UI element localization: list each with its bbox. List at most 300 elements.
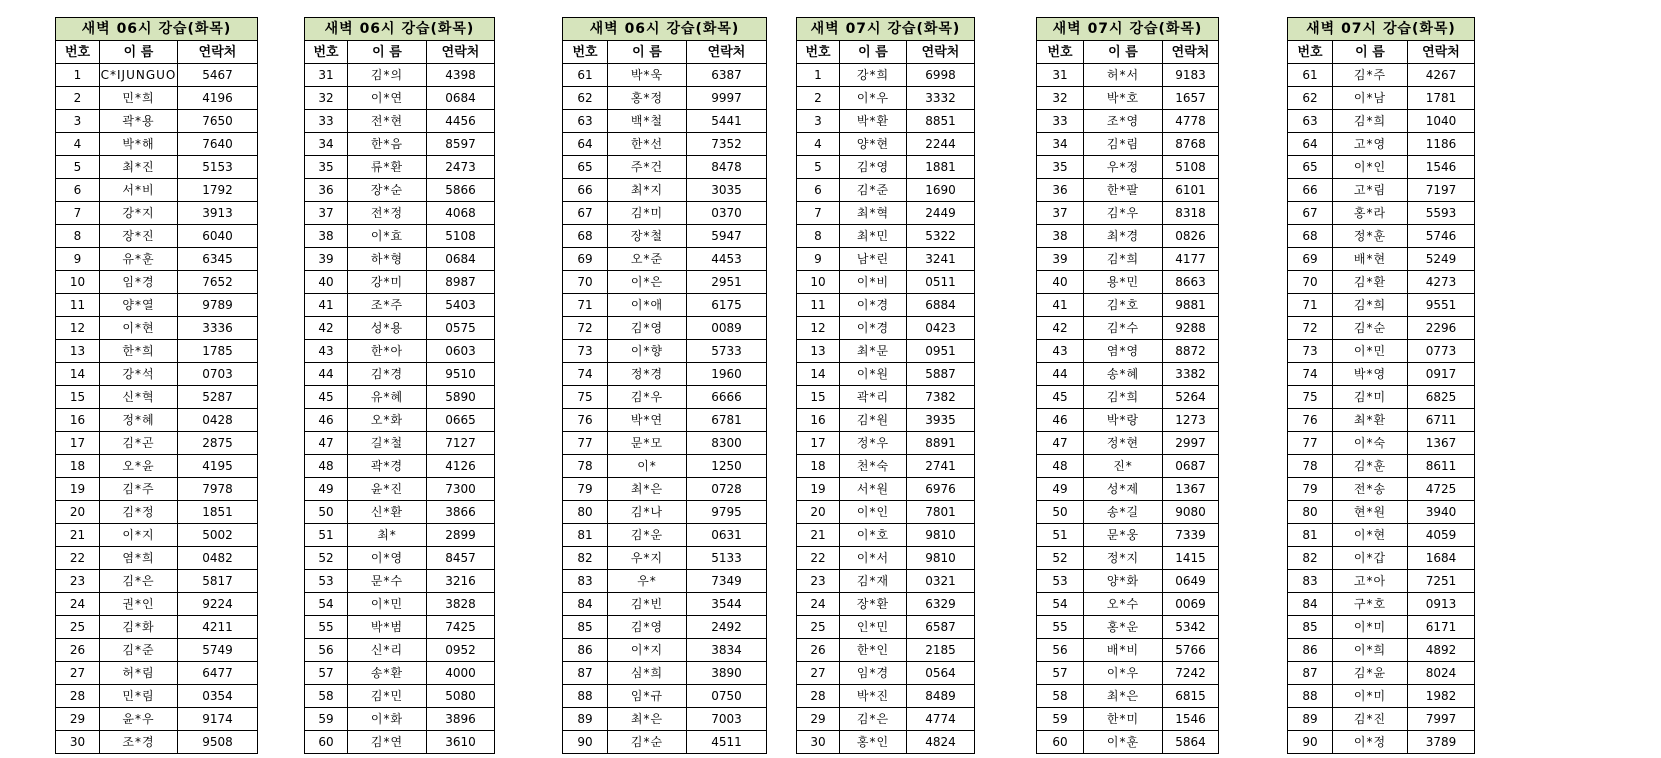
contact-digits: 0826 (1163, 225, 1219, 248)
member-name: 임*경 (100, 271, 178, 294)
member-name: 박*랑 (1084, 409, 1163, 432)
contact-digits: 9183 (1163, 64, 1219, 87)
row-number: 83 (563, 570, 608, 593)
member-name: 김*민 (348, 685, 427, 708)
table-row (563, 639, 767, 662)
table-row (1288, 570, 1475, 593)
member-name: 강*희 (840, 64, 907, 87)
row-number: 30 (797, 731, 840, 754)
table-row (797, 294, 975, 317)
table-row (797, 455, 975, 478)
row-number: 89 (1288, 708, 1333, 731)
contact-digits: 9080 (1163, 501, 1219, 524)
member-name: 이*민 (348, 593, 427, 616)
table-row (1288, 708, 1475, 731)
table-title: 새벽 06시 강습(화목) (305, 18, 495, 41)
table-row (1288, 294, 1475, 317)
contact-digits: 4196 (178, 87, 258, 110)
contact-digits: 9810 (907, 524, 975, 547)
table-row (1037, 294, 1219, 317)
member-name: 김*준 (840, 179, 907, 202)
member-name: 최*지 (608, 179, 687, 202)
table-row (305, 248, 495, 271)
table-row (563, 708, 767, 731)
member-name: 이*남 (1333, 87, 1408, 110)
contact-digits: 1657 (1163, 87, 1219, 110)
row-number: 42 (1037, 317, 1084, 340)
table-row (1288, 409, 1475, 432)
column-header-name: 이 름 (100, 41, 178, 64)
contact-digits: 6040 (178, 225, 258, 248)
row-number: 64 (563, 133, 608, 156)
roster-table-2 (304, 17, 495, 754)
contact-digits: 5153 (178, 156, 258, 179)
member-name: 성*제 (1084, 478, 1163, 501)
table-row (1037, 340, 1219, 363)
contact-digits: 4824 (907, 731, 975, 754)
contact-digits: 8300 (687, 432, 767, 455)
row-number: 9 (797, 248, 840, 271)
contact-digits: 5593 (1408, 202, 1475, 225)
row-number: 87 (1288, 662, 1333, 685)
member-name: 최*은 (608, 708, 687, 731)
member-name: 고*영 (1333, 133, 1408, 156)
contact-digits: 1040 (1408, 110, 1475, 133)
member-name: 신*리 (348, 639, 427, 662)
member-name: 박*해 (100, 133, 178, 156)
row-number: 62 (563, 87, 608, 110)
row-number: 20 (797, 501, 840, 524)
row-number: 59 (1037, 708, 1084, 731)
table-row (563, 593, 767, 616)
member-name: 박*호 (1084, 87, 1163, 110)
contact-digits: 4068 (427, 202, 495, 225)
roster-table (1287, 17, 1475, 754)
contact-digits: 0684 (427, 248, 495, 271)
contact-digits: 7349 (687, 570, 767, 593)
row-number: 15 (797, 386, 840, 409)
table-row (1288, 455, 1475, 478)
column-header-number: 번호 (1288, 41, 1333, 64)
row-number: 74 (1288, 363, 1333, 386)
row-number: 51 (305, 524, 348, 547)
table-row (1037, 271, 1219, 294)
contact-digits: 7339 (1163, 524, 1219, 547)
member-name: 이*인 (1333, 156, 1408, 179)
table-row (1037, 87, 1219, 110)
contact-digits: 1881 (907, 156, 975, 179)
column-header-name: 이 름 (348, 41, 427, 64)
member-name: 김*호 (1084, 294, 1163, 317)
member-name: 한*아 (348, 340, 427, 363)
row-number: 59 (305, 708, 348, 731)
table-row (56, 593, 258, 616)
table-row (1288, 386, 1475, 409)
member-name: 김*희 (1084, 248, 1163, 271)
row-number: 25 (797, 616, 840, 639)
member-name: 류*환 (348, 156, 427, 179)
table-row (797, 110, 975, 133)
contact-digits: 7242 (1163, 662, 1219, 685)
member-name: C*IJUNGUO (100, 64, 178, 87)
member-name: 이*원 (840, 363, 907, 386)
contact-digits: 2492 (687, 616, 767, 639)
contact-digits: 2473 (427, 156, 495, 179)
table-row (563, 110, 767, 133)
contact-digits: 0703 (178, 363, 258, 386)
contact-digits: 1982 (1408, 685, 1475, 708)
member-name: 김*주 (100, 478, 178, 501)
table-title: 새벽 07시 강습(화목) (1288, 18, 1475, 41)
row-number: 8 (797, 225, 840, 248)
table-row (563, 478, 767, 501)
row-number: 14 (797, 363, 840, 386)
roster-table-3 (562, 17, 767, 754)
table-row (1288, 662, 1475, 685)
contact-digits: 0665 (427, 409, 495, 432)
table-row (1037, 64, 1219, 87)
table-title: 새벽 07시 강습(화목) (797, 18, 975, 41)
contact-digits: 1415 (1163, 547, 1219, 570)
table-row (1037, 501, 1219, 524)
member-name: 허*서 (1084, 64, 1163, 87)
row-number: 80 (1288, 501, 1333, 524)
row-number: 49 (1037, 478, 1084, 501)
contact-digits: 6815 (1163, 685, 1219, 708)
member-name: 고*림 (1333, 179, 1408, 202)
contact-digits: 5890 (427, 386, 495, 409)
row-number: 2 (56, 87, 100, 110)
row-number: 32 (305, 87, 348, 110)
member-name: 김*은 (100, 570, 178, 593)
table-row (563, 317, 767, 340)
member-name: 김*곤 (100, 432, 178, 455)
member-name: 정*혜 (100, 409, 178, 432)
contact-digits: 0917 (1408, 363, 1475, 386)
member-name: 이*지 (608, 639, 687, 662)
row-number: 90 (563, 731, 608, 754)
member-name: 정*현 (1084, 432, 1163, 455)
contact-digits: 1250 (687, 455, 767, 478)
contact-digits: 9508 (178, 731, 258, 754)
column-header-name: 이 름 (1333, 41, 1408, 64)
contact-digits: 2875 (178, 432, 258, 455)
contact-digits: 4398 (427, 64, 495, 87)
contact-digits: 7652 (178, 271, 258, 294)
contact-digits: 5287 (178, 386, 258, 409)
member-name: 김*영 (840, 156, 907, 179)
row-number: 52 (1037, 547, 1084, 570)
row-number: 17 (56, 432, 100, 455)
contact-digits: 8489 (907, 685, 975, 708)
table-title: 새벽 06시 강습(화목) (563, 18, 767, 41)
row-number: 17 (797, 432, 840, 455)
table-row (563, 616, 767, 639)
member-name: 민*림 (100, 685, 178, 708)
row-number: 27 (797, 662, 840, 685)
member-name: 전*송 (1333, 478, 1408, 501)
table-row (797, 478, 975, 501)
row-number: 31 (1037, 64, 1084, 87)
contact-digits: 5249 (1408, 248, 1475, 271)
table-row (305, 202, 495, 225)
member-name: 장*환 (840, 593, 907, 616)
table-row (56, 363, 258, 386)
table-row (56, 685, 258, 708)
contact-digits: 9551 (1408, 294, 1475, 317)
table-row (305, 547, 495, 570)
member-name: 이*미 (1333, 685, 1408, 708)
row-number: 12 (797, 317, 840, 340)
row-number: 40 (1037, 271, 1084, 294)
row-number: 13 (797, 340, 840, 363)
table-row (563, 455, 767, 478)
contact-digits: 5947 (687, 225, 767, 248)
row-number: 80 (563, 501, 608, 524)
member-name: 김*윤 (1333, 662, 1408, 685)
member-name: 최*은 (608, 478, 687, 501)
row-number: 36 (1037, 179, 1084, 202)
row-number: 73 (563, 340, 608, 363)
member-name: 송*혜 (1084, 363, 1163, 386)
row-number: 72 (563, 317, 608, 340)
row-number: 13 (56, 340, 100, 363)
table-row (1037, 432, 1219, 455)
table-row (305, 639, 495, 662)
member-name: 조*영 (1084, 110, 1163, 133)
row-number: 55 (1037, 616, 1084, 639)
contact-digits: 1546 (1163, 708, 1219, 731)
row-number: 58 (305, 685, 348, 708)
member-name: 김*진 (1333, 708, 1408, 731)
member-name: 한*팔 (1084, 179, 1163, 202)
table-row (305, 616, 495, 639)
member-name: 박*욱 (608, 64, 687, 87)
column-header-name: 이 름 (1084, 41, 1163, 64)
table-row (563, 547, 767, 570)
row-number: 41 (1037, 294, 1084, 317)
table-row (56, 64, 258, 87)
table-row (56, 133, 258, 156)
row-number: 15 (56, 386, 100, 409)
row-number: 43 (305, 340, 348, 363)
member-name: 고*아 (1333, 570, 1408, 593)
table-row (56, 294, 258, 317)
row-number: 82 (563, 547, 608, 570)
row-number: 52 (305, 547, 348, 570)
table-title: 새벽 07시 강습(화목) (1037, 18, 1219, 41)
contact-digits: 5133 (687, 547, 767, 570)
contact-digits: 3610 (427, 731, 495, 754)
row-number: 48 (305, 455, 348, 478)
row-number: 23 (797, 570, 840, 593)
member-name: 이*현 (1333, 524, 1408, 547)
table-row (797, 363, 975, 386)
table-row (1288, 340, 1475, 363)
row-number: 90 (1288, 731, 1333, 754)
member-name: 정*훈 (1333, 225, 1408, 248)
contact-digits: 3332 (907, 87, 975, 110)
table-row (56, 317, 258, 340)
row-number: 18 (797, 455, 840, 478)
member-name: 이*화 (348, 708, 427, 731)
row-number: 48 (1037, 455, 1084, 478)
contact-digits: 4273 (1408, 271, 1475, 294)
row-number: 6 (797, 179, 840, 202)
row-number: 10 (797, 271, 840, 294)
row-number: 5 (56, 156, 100, 179)
table-row (797, 731, 975, 754)
row-number: 16 (56, 409, 100, 432)
table-row (1288, 501, 1475, 524)
row-number: 35 (305, 156, 348, 179)
member-name: 이*훈 (1084, 731, 1163, 754)
row-number: 51 (1037, 524, 1084, 547)
member-name: 이*은 (608, 271, 687, 294)
table-row (305, 478, 495, 501)
member-name: 전*정 (348, 202, 427, 225)
contact-digits: 9174 (178, 708, 258, 731)
contact-digits: 5749 (178, 639, 258, 662)
contact-digits: 0564 (907, 662, 975, 685)
row-number: 25 (56, 616, 100, 639)
member-name: 강*미 (348, 271, 427, 294)
table-row (797, 547, 975, 570)
contact-digits: 1367 (1163, 478, 1219, 501)
contact-digits: 4177 (1163, 248, 1219, 271)
table-row (797, 432, 975, 455)
contact-digits: 1546 (1408, 156, 1475, 179)
row-number: 78 (1288, 455, 1333, 478)
member-name: 문*수 (348, 570, 427, 593)
member-name: 이*우 (840, 87, 907, 110)
contact-digits: 7650 (178, 110, 258, 133)
member-name: 문*모 (608, 432, 687, 455)
member-name: 김*운 (608, 524, 687, 547)
member-name: 김*정 (100, 501, 178, 524)
contact-digits: 0913 (1408, 593, 1475, 616)
member-name: 임*경 (840, 662, 907, 685)
row-number: 53 (305, 570, 348, 593)
table-row (305, 179, 495, 202)
table-row (305, 317, 495, 340)
contact-digits: 8457 (427, 547, 495, 570)
row-number: 57 (1037, 662, 1084, 685)
table-row (56, 478, 258, 501)
member-name: 서*비 (100, 179, 178, 202)
member-name: 박*영 (1333, 363, 1408, 386)
roster-table-4 (796, 17, 975, 754)
row-number: 42 (305, 317, 348, 340)
member-name: 김*화 (100, 616, 178, 639)
table-row (305, 340, 495, 363)
table-row (563, 225, 767, 248)
row-number: 67 (1288, 202, 1333, 225)
column-header-contact: 연락처 (178, 41, 258, 64)
row-number: 11 (56, 294, 100, 317)
table-row (797, 708, 975, 731)
table-row (305, 110, 495, 133)
contact-digits: 7352 (687, 133, 767, 156)
row-number: 20 (56, 501, 100, 524)
member-name: 신*환 (348, 501, 427, 524)
table-row (1288, 432, 1475, 455)
member-name: 염*희 (100, 547, 178, 570)
contact-digits: 6171 (1408, 616, 1475, 639)
member-name: 현*원 (1333, 501, 1408, 524)
table-row (1288, 87, 1475, 110)
table-row (563, 156, 767, 179)
row-number: 28 (56, 685, 100, 708)
table-row (563, 524, 767, 547)
row-number: 1 (56, 64, 100, 87)
table-row (563, 432, 767, 455)
table-row (563, 87, 767, 110)
member-name: 구*호 (1333, 593, 1408, 616)
contact-digits: 6884 (907, 294, 975, 317)
contact-digits: 6998 (907, 64, 975, 87)
row-number: 74 (563, 363, 608, 386)
column-header-name: 이 름 (608, 41, 687, 64)
contact-digits: 9789 (178, 294, 258, 317)
table-row (1288, 685, 1475, 708)
contact-digits: 6666 (687, 386, 767, 409)
contact-digits: 5746 (1408, 225, 1475, 248)
member-name: 김*미 (1333, 386, 1408, 409)
member-name: 이*숙 (1333, 432, 1408, 455)
member-name: 박*연 (608, 409, 687, 432)
table-row (305, 225, 495, 248)
row-number: 84 (1288, 593, 1333, 616)
row-number: 54 (305, 593, 348, 616)
table-row (1037, 225, 1219, 248)
contact-digits: 6329 (907, 593, 975, 616)
member-name: 이*경 (840, 317, 907, 340)
row-number: 60 (1037, 731, 1084, 754)
table-row (305, 708, 495, 731)
row-number: 3 (797, 110, 840, 133)
contact-digits: 3382 (1163, 363, 1219, 386)
member-name: 인*민 (840, 616, 907, 639)
member-name: 허*림 (100, 662, 178, 685)
contact-digits: 8987 (427, 271, 495, 294)
row-number: 85 (1288, 616, 1333, 639)
contact-digits: 5322 (907, 225, 975, 248)
table-row (1288, 547, 1475, 570)
row-number: 47 (305, 432, 348, 455)
column-header-name: 이 름 (840, 41, 907, 64)
contact-digits: 7978 (178, 478, 258, 501)
row-number: 58 (1037, 685, 1084, 708)
contact-digits: 0370 (687, 202, 767, 225)
contact-digits: 7640 (178, 133, 258, 156)
contact-digits: 4126 (427, 455, 495, 478)
member-name: 하*형 (348, 248, 427, 271)
contact-digits: 7251 (1408, 570, 1475, 593)
table-row (797, 64, 975, 87)
contact-digits: 5002 (178, 524, 258, 547)
row-number: 47 (1037, 432, 1084, 455)
row-number: 33 (1037, 110, 1084, 133)
member-name: 남*린 (840, 248, 907, 271)
member-name: 이*호 (840, 524, 907, 547)
member-name: 이*연 (348, 87, 427, 110)
member-name: 양*화 (1084, 570, 1163, 593)
contact-digits: 9224 (178, 593, 258, 616)
contact-digits: 8851 (907, 110, 975, 133)
row-number: 88 (563, 685, 608, 708)
row-number: 56 (305, 639, 348, 662)
